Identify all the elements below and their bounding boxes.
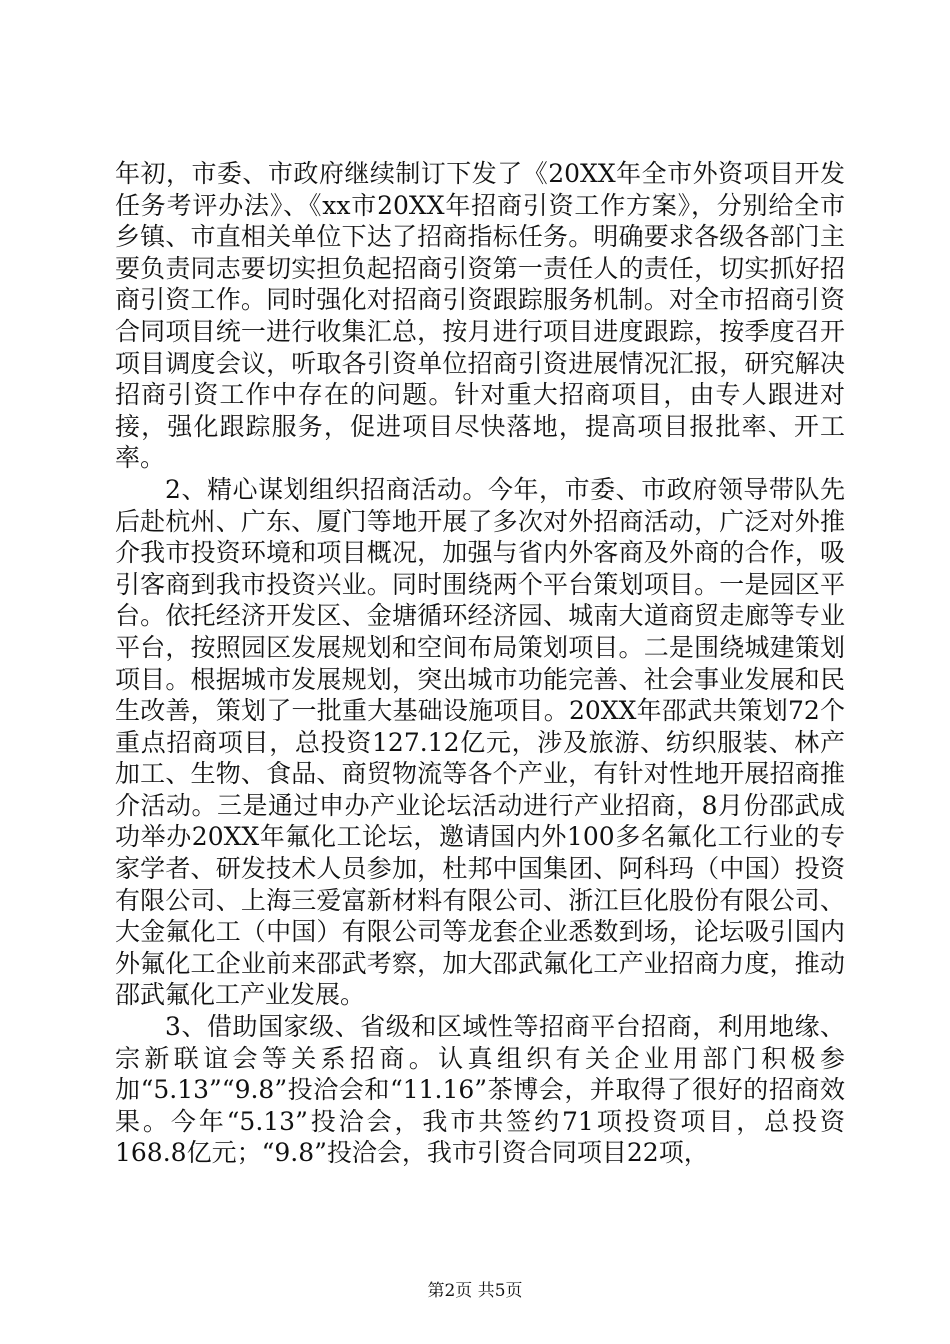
- page-footer: 第2页 共5页: [427, 1281, 523, 1301]
- paragraph-3: 3、借助国家级、省级和区域性等招商平台招商，利用地缘、宗新联谊会等关系招商。认真组织有关企业用部门积极参加“5.13”“9.8”投洽会和“11.16”茶博会，并取得了很好的招商效果。今年“5.13”投洽会，我市共签约71项投资项目，总投资168.8亿元；“9.8”投洽会，我市引资合同项目22项，: [115, 1012, 845, 1168]
- paragraph-1: 年初，市委、市政府继续制订下发了《20XX年全市外资项目开发任务考评办法》、《xx市20XX年招商引资工作方案》，分别给全市乡镇、市直相关单位下达了招商指标任务。明确要求各级各部门主要负责同志要切实担负起招商引资第一责任人的责任，切实抓好招商引资工作。同时强化对招商引资跟踪服务机制。对全市招商引资合同项目统一进行收集汇总，按月进行项目进度跟踪，按季度召开项目调度会议，听取各引资单位招商引资进展情况汇报，研究解决招商引资工作中存在的问题。针对重大招商项目，由专人跟进对接，强化跟踪服务，促进项目尽快落地，提高项目报批率、开工率。: [115, 159, 845, 473]
- document-body: [115, 158, 845, 1169]
- paragraph-2: 2、精心谋划组织招商活动。今年，市委、市政府领导带队先后赴杭州、广东、厦门等地开展了多次对外招商活动，广泛对外推介我市投资环境和项目概况，加强与省内外客商及外商的合作，吸引客商到我市投资兴业。同时围绕两个平台策划项目。一是园区平台。依托经济开发区、金塘循环经济园、城南大道商贸走廊等专业平台，按照园区发展规划和空间布局策划项目。二是围绕城建策划项目。根据城市发展规划，突出城市功能完善、社会事业发展和民生改善，策划了一批重大基础设施项目。20XX年邵武共策划72个重点招商项目，总投资127.12亿元，涉及旅游、纺织服装、林产加工、生物、食品、商贸物流等各个产业，有针对性地开展招商推介活动。三是通过申办产业论坛活动进行产业招商，8月份邵武成功举办20XX年氟化工论坛，邀请国内外100多名氟化工行业的专家学者、研发技术人员参加，杜邦中国集团、阿科玛（中国）投资有限公司、上海三爱富新材料有限公司、浙江巨化股份有限公司、大金氟化工（中国）有限公司等龙套企业悉数到场，论坛吸引国内外氟化工企业前来邵武考察，加大邵武氟化工产业招商力度，推动邵武氟化工产业发展。: [115, 474, 845, 1010]
